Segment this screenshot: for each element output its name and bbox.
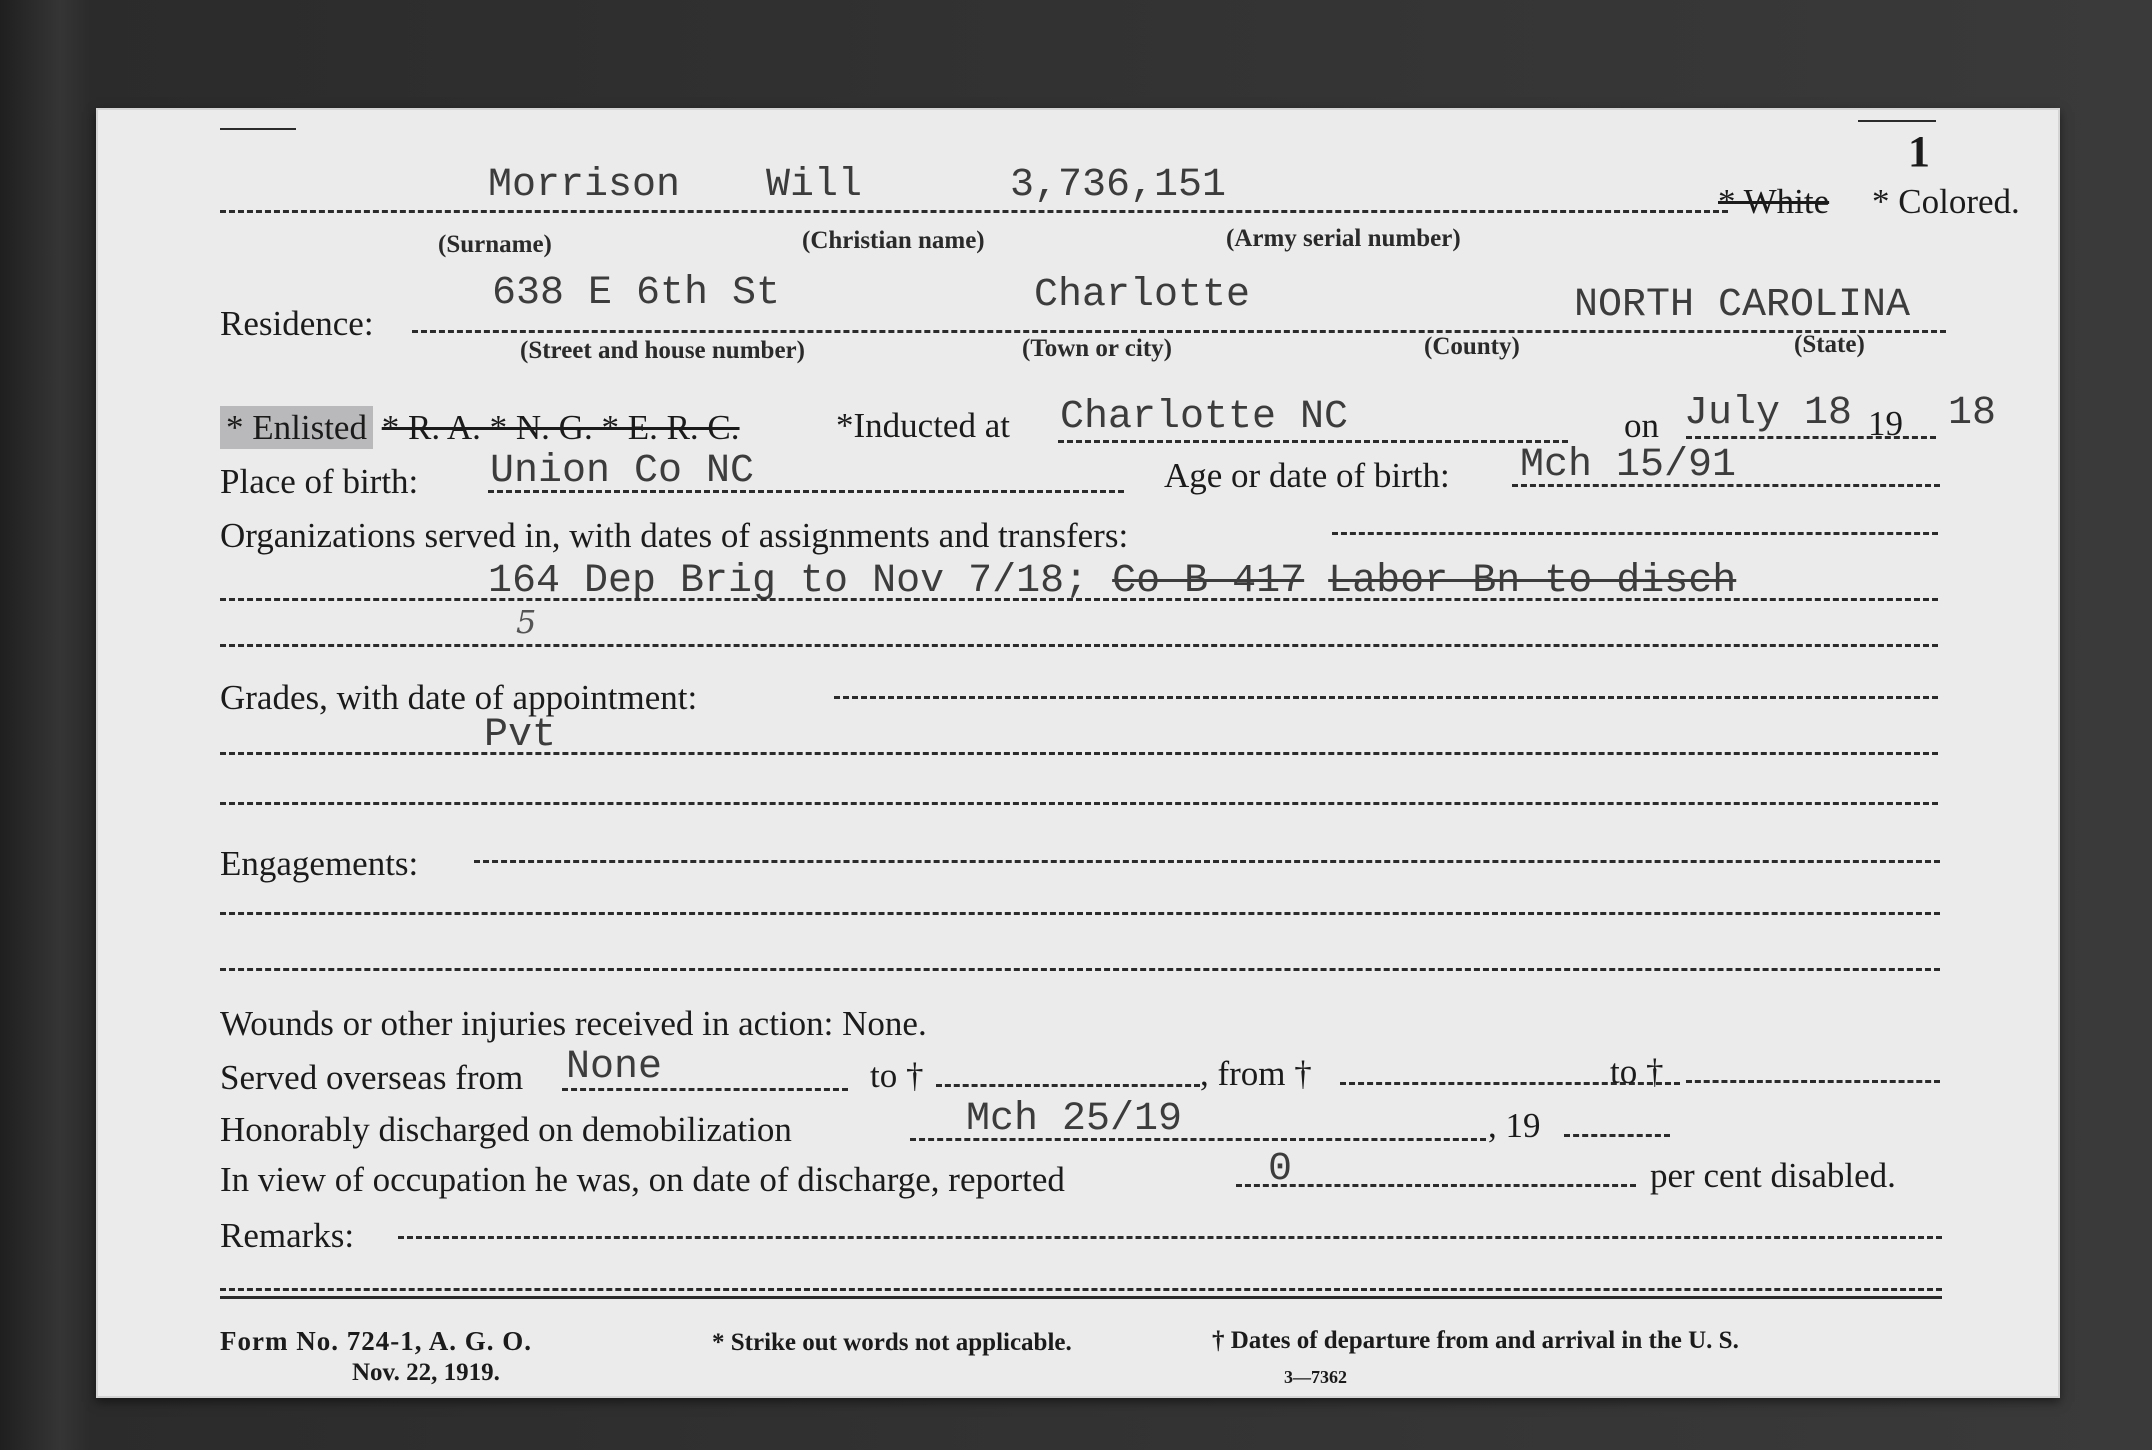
- birth-place-line: [488, 490, 1124, 493]
- caption-street: (Street and house number): [520, 337, 805, 364]
- overseas-to-label-2: to †: [1610, 1052, 1664, 1091]
- caption-surname: (Surname): [438, 231, 552, 258]
- inducted-line: [1058, 440, 1568, 443]
- overseas-value: None: [566, 1045, 663, 1090]
- organizations-line-3: [220, 644, 1938, 647]
- remarks-line-1: [398, 1236, 1942, 1239]
- remarks-line-2: [220, 1288, 1942, 1291]
- organizations-line-2: [220, 598, 1938, 601]
- birth-date-value: Mch 15/91: [1520, 443, 1737, 488]
- organizations-part-2: Co B 417: [1112, 559, 1305, 604]
- state-value: NORTH CAROLINA: [1574, 283, 1911, 328]
- discharge-year-line: [1564, 1134, 1670, 1137]
- overseas-to-label: to †: [870, 1056, 924, 1095]
- discharge-line: [910, 1138, 1486, 1141]
- disability-suffix: per cent disabled.: [1650, 1156, 1896, 1195]
- organizations-handwritten-note: 5: [516, 603, 537, 641]
- organizations-value: [488, 559, 1737, 604]
- footnote-strike: * Strike out words not applicable.: [712, 1329, 1072, 1356]
- on-label: on: [1624, 406, 1659, 445]
- top-right-mark: [1858, 120, 1936, 122]
- discharge-year-prefix: , 19: [1488, 1106, 1541, 1145]
- form-date: Nov. 22, 1919.: [352, 1359, 500, 1386]
- service-record-card: [96, 108, 2060, 1398]
- race-white-struck: * White: [1718, 182, 1830, 221]
- grade-value: Pvt: [484, 713, 557, 758]
- street-value: 638 E 6th St: [492, 271, 781, 316]
- induction-year-value: 18: [1948, 391, 1997, 436]
- name-line: [220, 210, 1728, 213]
- serial-number-value: 3,736,151: [1010, 163, 1227, 208]
- overseas-line-2: [936, 1084, 1200, 1087]
- town-value: Charlotte: [1034, 273, 1251, 318]
- race-colored: * Colored.: [1872, 182, 2020, 221]
- footnote-dates: † Dates of departure from and arrival in the U. S.: [1212, 1327, 1739, 1354]
- disability-value: 0: [1268, 1147, 1293, 1192]
- enlisted-highlighted: * Enlisted: [220, 406, 373, 449]
- form-number: Form No. 724-1, A. G. O.: [220, 1326, 532, 1356]
- grades-label: Grades, with date of appointment:: [220, 678, 698, 717]
- discharge-date-value: Mch 25/19: [966, 1097, 1183, 1142]
- service-codes-struck: * R. A. * N. G. * E. R. C.: [381, 408, 740, 447]
- age-label: Age or date of birth:: [1164, 456, 1450, 495]
- christian-name-value: Will: [766, 163, 863, 208]
- disability-label: In view of occupation he was, on date of discharge, reported: [220, 1160, 1065, 1199]
- surname-value: Morrison: [488, 163, 681, 208]
- birth-date-line: [1512, 484, 1940, 487]
- top-left-mark: [220, 128, 296, 130]
- residence-label: Residence:: [220, 304, 374, 343]
- caption-state: (State): [1794, 331, 1865, 358]
- date-line: [1686, 436, 1936, 439]
- inducted-at-value: Charlotte NC: [1060, 395, 1349, 440]
- caption-county: (County): [1424, 333, 1520, 360]
- enlistment-types: [220, 410, 740, 445]
- discharge-label: Honorably discharged on demobilization: [220, 1110, 792, 1149]
- organizations-label: Organizations served in, with dates of assignments and transfers:: [220, 516, 1129, 555]
- induction-date-value: July 18: [1684, 391, 1853, 436]
- card-number: 1: [1908, 127, 1930, 176]
- engagements-label: Engagements:: [220, 844, 419, 883]
- organizations-part-1: 164 Dep Brig to Nov 7/18;: [488, 559, 1089, 604]
- disability-line: [1236, 1184, 1636, 1187]
- engagements-line-3: [220, 968, 1940, 971]
- grades-line-3: [220, 802, 1938, 805]
- remarks-label: Remarks:: [220, 1216, 355, 1255]
- overseas-line-4: [1686, 1080, 1940, 1083]
- organizations-line-1: [1332, 532, 1938, 535]
- birth-place-value: Union Co NC: [490, 449, 755, 494]
- engagements-line-2: [220, 912, 1940, 915]
- footer-separator: [220, 1296, 1942, 1299]
- caption-christian-name: (Christian name): [802, 227, 985, 254]
- organizations-part-3: Labor Bn to disch: [1328, 559, 1737, 604]
- overseas-line-1: [562, 1088, 848, 1091]
- grades-line-2: [220, 752, 1938, 755]
- year-prefix: 19: [1868, 404, 1903, 443]
- caption-town: (Town or city): [1022, 335, 1172, 362]
- inducted-label: *Inducted at: [836, 406, 1010, 445]
- overseas-label: Served overseas from: [220, 1058, 524, 1097]
- birth-place-label: Place of birth:: [220, 462, 419, 501]
- residence-line: [412, 330, 1946, 333]
- engagements-line-1: [474, 860, 1940, 863]
- grades-line-1: [834, 696, 1938, 699]
- wounds-label: Wounds or other injuries received in action: None.: [220, 1004, 927, 1043]
- caption-serial: (Army serial number): [1226, 225, 1461, 252]
- print-code: 3—7362: [1284, 1367, 1347, 1387]
- overseas-from-label: , from †: [1200, 1054, 1312, 1093]
